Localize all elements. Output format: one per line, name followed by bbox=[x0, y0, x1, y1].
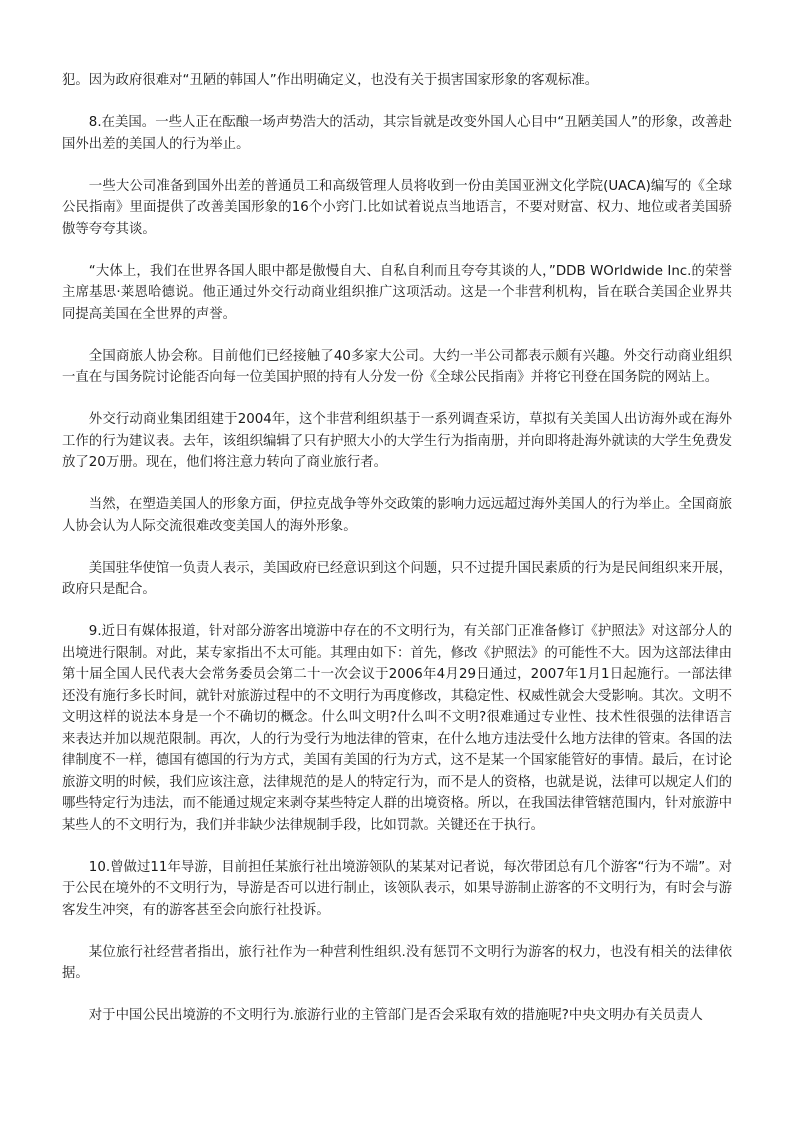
paragraph-ddb-quote: “大体上，我们在世界各国人眼中都是傲慢自大、自私自利而且夸夸其谈的人，”DDB WOrldwide Inc.的荣誉主席基思·莱恩哈德说。他正通过外交行动商业组织推广这项活动。这是一个非营利机构，旨在联合美国企业界共同提高美国在全世界的声誉。 bbox=[62, 263, 732, 322]
paragraph-global-citizen-guide: 一些大公司准备到国外出差的普通员工和高级管理人员将收到一份由美国亚洲文化学院(UACA)编写的《全球公民指南》里面提供了改善美国形象的16个小窍门.比如试着说点当地语言，不要对财富、权力、地位或者美国骄傲等夸夸其谈。 bbox=[62, 178, 732, 237]
paragraph-central-civilization-office: 对于中国公民出境游的不文明行为.旅游行业的主管部门是否会采取有效的措施呢?中央文明办有关员责人 bbox=[88, 1008, 703, 1023]
paragraph-continuation: 犯。因为政府很难对“丑陋的韩国人”作出明确定义，也没有关于损害国家形象的客观标准。 bbox=[62, 73, 599, 88]
paragraph-travel-agency: 某位旅行社经营者指出，旅行社作为一种营利性组织.没有惩罚不文明行为游客的权力，也没有相关的法律依据。 bbox=[62, 944, 732, 981]
paragraph-9-passport-law: 9.近日有媒体报道，针对部分游客出境游中存在的不文明行为，有关部门正准备修订《护照法》对这部分人的出境进行限制。对此，某专家指出不太可能。其理由如下：首先，修改《护照法》的可能性不大。因为这部法律由第十届全国人民代表大会常务委员会第二十一次会议于2006年4月29日通过，2007年1月1日起施行。一部法律还没有施行多长时间，就针对旅游过程中的不文明行为再度修改，其稳定性、权威性就会大受影响。其次。文明不文明这样的说法本身是一个不确切的概念。什么叫文明?什么叫不文明?很难通过专业性、技术性很强的法律语言来表达并加以规范限制。再次，人的行为受行为地法律的管束，在什么地方违法受什么地方法律的管束。各国的法律制度不一样，德国有德国的行为方式，美国有美国的行为方式，这不是某一个国家能管好的事情。最后，在讨论旅游文明的时候，我们应该注意，法律规范的是人的特定行为，而不是人的资格，也就是说，法律可以规定人们的哪些特定行为违法，而不能通过规定来剥夺某些特定人群的出境资格。所以，在我国法律管辖范围内，针对旅游中某些人的不文明行为，我们并非缺少法律规制手段，比如罚款。关键还在于执行。 bbox=[62, 624, 732, 833]
paragraph-8-usa-campaign: 8.在美国。一些人正在酝酿一场声势浩大的活动，其宗旨就是改变外国人心目中“丑陋美国人”的形象，改善赴国外出差的美国人的行为举止。 bbox=[62, 115, 732, 152]
paragraph-diplomacy-group: 外交行动商业集团组建于2004年，这个非营利组织基于一系列调查采访，草拟有关美国人出访海外或在海外工作的行为建议表。去年，该组织编辑了只有护照大小的大学生行为指南册，并向即将赴海外就读的大学生免费发放了20万册。现在，他们将注意力转向了商业旅行者。 bbox=[62, 412, 732, 470]
paragraph-business-travel-association: 全国商旅人协会称。目前他们已经接触了40多家大公司。大约一半公司都表示颇有兴趣。外交行动商业组织一直在与国务院讨论能否向每一位美国护照的持有人分发一份《全球公民指南》并将它刊登在国务院的网站上。 bbox=[62, 348, 732, 385]
paragraph-iraq-war: 当然，在塑造美国人的形象方面，伊拉克战争等外交政策的影响力远远超过海外美国人的行为举止。全国商旅人协会认为人际交流很难改变美国人的海外形象。 bbox=[62, 497, 732, 534]
paragraph-10-tour-guide: 10.曾做过11年导游，目前担任某旅行社出境游领队的某某对记者说，每次带团总有几个游客“行为不端”。对于公民在境外的不文明行为，导游是否可以进行制止，该领队表示，如果导游制止游客的不文明行为，有时会与游客发生冲突，有的游客甚至会向旅行社投诉。 bbox=[62, 859, 732, 918]
paragraph-us-embassy: 美国驻华使馆一负责人表示，美国政府已经意识到这个问题，只不过提升国民素质的行为是民间组织来开展，政府只是配合。 bbox=[62, 560, 732, 597]
